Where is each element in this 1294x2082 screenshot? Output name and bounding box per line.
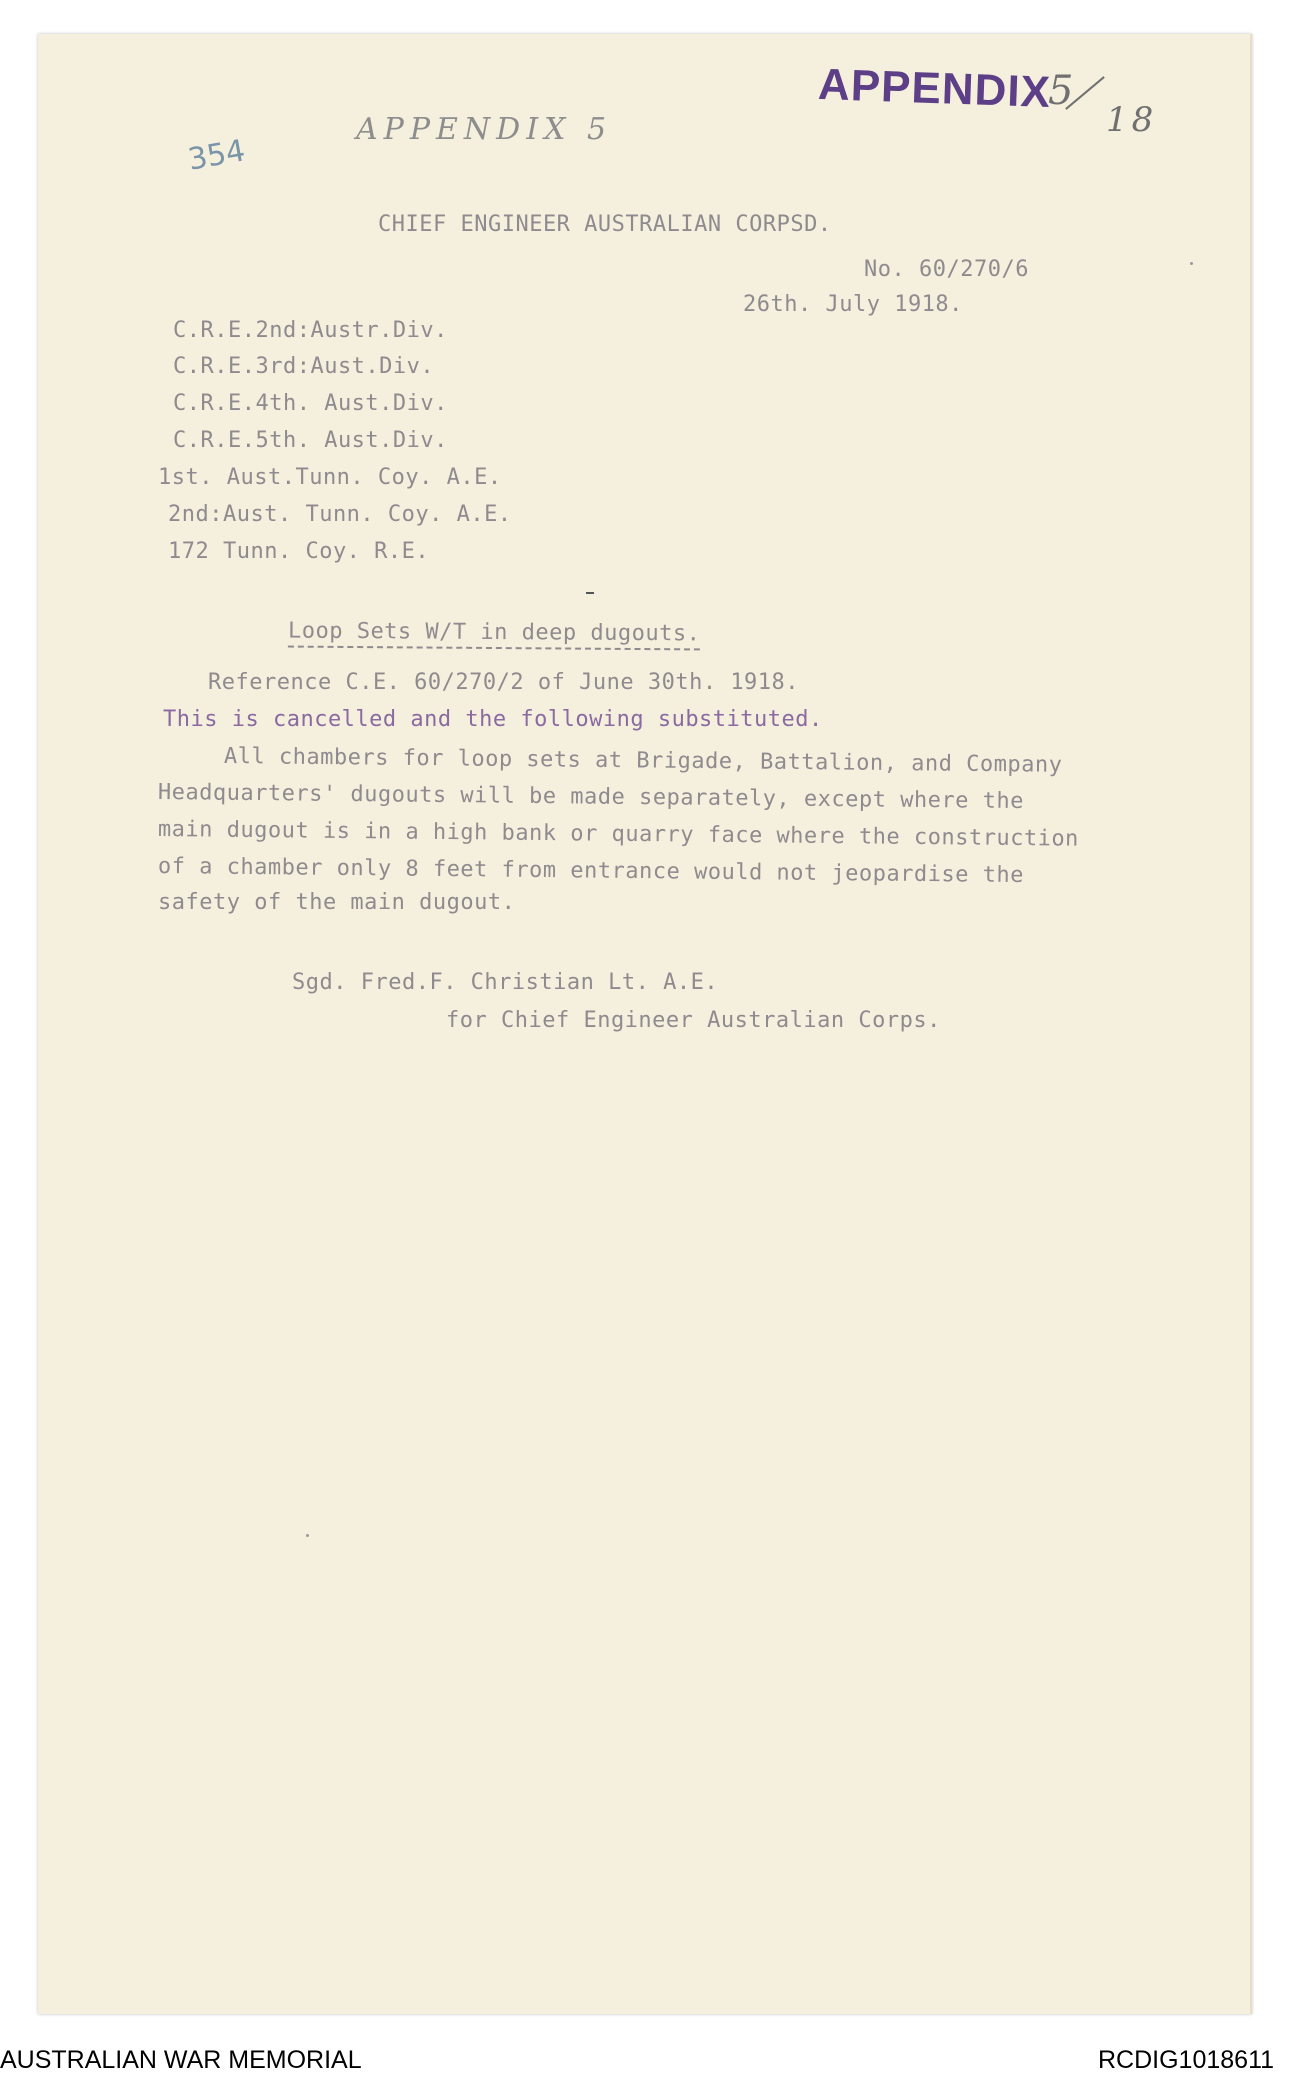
footer-right-id: RCDIG1018611 <box>1098 2046 1275 2074</box>
handwritten-appendix-title: APPENDIX 5 <box>356 112 613 147</box>
addressee-line: C.R.E.4th. Aust.Div. <box>173 391 448 416</box>
signature-title: for Chief Engineer Australian Corps. <box>446 1008 941 1033</box>
document-title: CHIEF ENGINEER AUSTRALIAN CORPSD. <box>378 212 832 237</box>
reference-number: No. 60/270/6 <box>864 257 1029 282</box>
addressee-line: C.R.E.5th. Aust.Div. <box>173 428 448 453</box>
stamp-label: APPENDIX <box>817 59 1052 118</box>
cancellation-line: This is cancelled and the following substituted. <box>163 707 823 732</box>
document-page <box>38 34 1252 2014</box>
addressee-line: 172 Tunn. Coy. R.E. <box>168 539 430 564</box>
dash-mark <box>586 592 594 594</box>
footer-left-credit: AUSTRALIAN WAR MEMORIAL <box>0 2046 362 2074</box>
paper-speck <box>1190 262 1193 265</box>
addressee-line: 2nd:Aust. Tunn. Coy. A.E. <box>168 502 512 527</box>
stamp-fraction-denominator: 18 <box>1106 100 1158 140</box>
body-line: of a chamber only 8 feet from entrance would not jeopardise the <box>157 854 1025 889</box>
addressee-line: C.R.E.3rd:Aust.Div. <box>173 354 435 379</box>
addressee-line: 1st. Aust.Tunn. Coy. A.E. <box>158 465 502 490</box>
addressee-line: C.R.E.2nd:Austr.Div. <box>173 318 448 343</box>
subject-line: Loop Sets W/T in deep dugouts. <box>288 619 701 651</box>
body-line: main dugout is in a high bank or quarry face where the construction <box>157 817 1080 852</box>
document-date: 26th. July 1918. <box>743 292 963 317</box>
reference-line: Reference C.E. 60/270/2 of June 30th. 1918. <box>208 670 800 695</box>
folio-number: 354 <box>185 133 248 178</box>
stamp-fraction-numerator: 5 <box>1048 68 1074 114</box>
body-line: safety of the main dugout. <box>158 890 516 915</box>
appendix-stamp <box>817 60 1052 118</box>
body-line: All chambers for loop sets at Brigade, Battalion, and Company <box>223 744 1063 778</box>
paper-speck <box>306 1534 309 1537</box>
body-line: Headquarters' dugouts will be made separately, except where the <box>157 780 1025 815</box>
signature-line: Sgd. Fred.F. Christian Lt. A.E. <box>292 970 719 995</box>
